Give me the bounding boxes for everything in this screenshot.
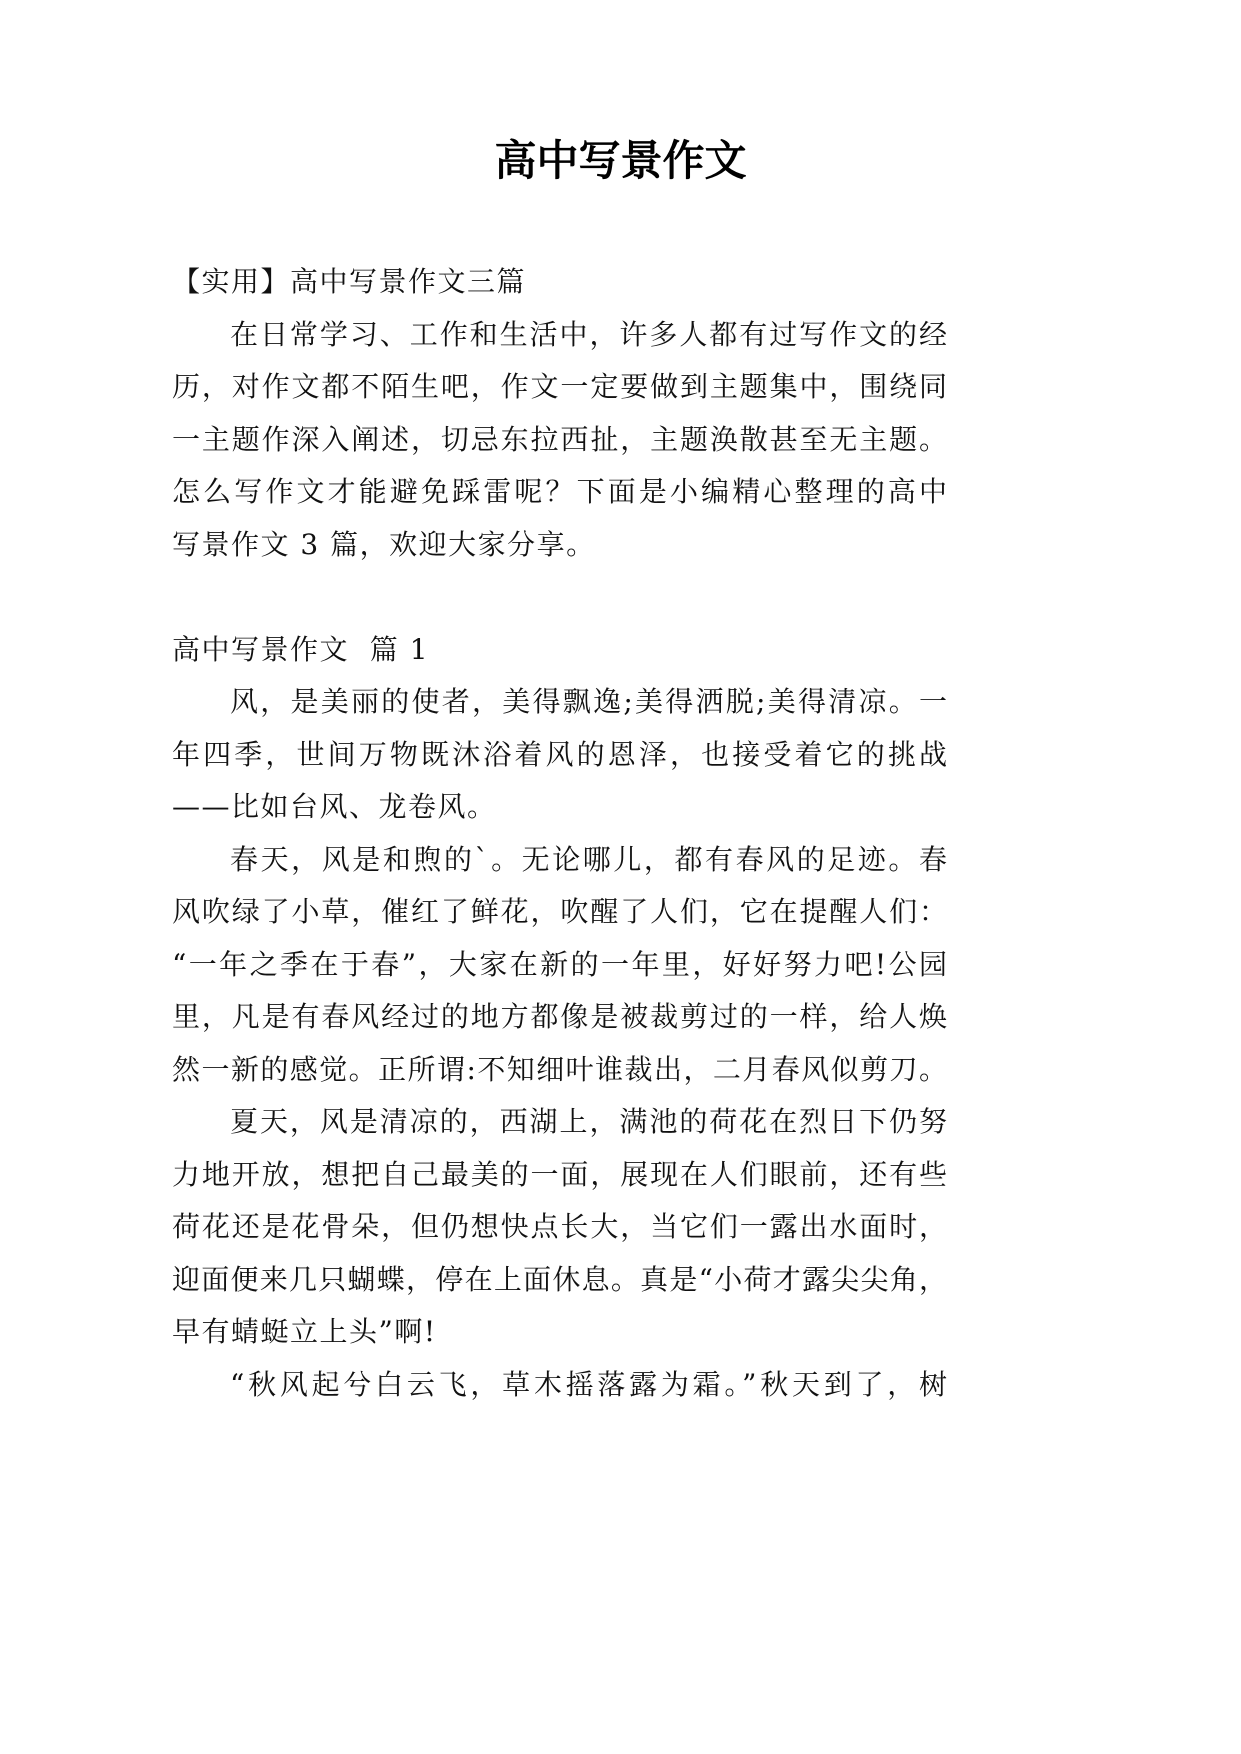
essay-paragraph-line: ——比如台风、龙卷风。	[172, 790, 497, 823]
essay-paragraph-line: 早有蜻蜓立上头”啊!	[172, 1315, 437, 1348]
essay-paragraph-line: 风，是美丽的使者，美得飘逸;美得洒脱;美得清凉。一	[230, 685, 947, 718]
blank-line	[172, 571, 947, 624]
essay-paragraph-line: 力地开放，想把自己最美的一面，展现在人们眼前，还有些	[172, 1157, 947, 1191]
essay-paragraph-line: 夏天，风是清凉的，西湖上，满池的荷花在烈日下仍努	[230, 1105, 947, 1138]
essay-paragraph	[172, 1096, 947, 1359]
intro-paragraph	[172, 309, 947, 572]
essay-paragraph	[172, 834, 947, 1097]
intro-paragraph-line: 一主题作深入阐述，切忌东拉西扯，主题涣散甚至无主题。	[172, 422, 947, 456]
essay-paragraph-line: 风吹绿了小草，催红了鲜花，吹醒了人们，它在提醒人们：	[172, 895, 947, 928]
intro-paragraph-line: 历，对作文都不陌生吧，作文一定要做到主题集中，围绕同	[172, 370, 947, 403]
essay-paragraph-line: 年四季，世间万物既沐浴着风的恩泽，也接受着它的挑战	[172, 737, 947, 771]
intro-paragraph-line: 写景作文 3 篇，欢迎大家分享。	[172, 527, 596, 561]
essay-paragraph-line: 然一新的感觉。正所谓:不知细叶谁裁出，二月春风似剪刀。	[172, 1052, 947, 1086]
essay-paragraph-line: “一年之季在于春”，大家在新的一年里，好好努力吧!公园	[172, 947, 947, 981]
essay-paragraph	[172, 676, 947, 834]
intro-paragraph-line: 怎么写作文才能避免踩雷呢？下面是小编精心整理的高中	[172, 475, 947, 508]
essay-paragraph-line: 里，凡是有春风经过的地方都像是被裁剪过的一样，给人焕	[172, 1000, 947, 1033]
intro-paragraph-line: 在日常学习、工作和生活中，许多人都有过写作文的经	[230, 317, 947, 351]
essay-paragraph-line: 迎面便来几只蝴蝶，停在上面休息。真是“小荷才露尖尖角，	[172, 1262, 947, 1296]
document-subtitle: 【实用】高中写景作文三篇	[172, 265, 527, 298]
essay-paragraph-line: 荷花还是花骨朵，但仍想快点长大，当它们一露出水面时，	[172, 1210, 947, 1243]
essay-paragraph	[172, 1359, 947, 1412]
document-body	[172, 256, 947, 1411]
essay-paragraph-line: 春天，风是和煦的`。无论哪儿，都有春风的足迹。春	[230, 842, 947, 876]
section-heading: 高中写景作文 篇 1	[172, 632, 430, 666]
document-title: 高中写景作文	[494, 139, 747, 185]
essay-paragraph-line: “秋风起兮白云飞，草木摇落露为霜。”秋天到了，树	[230, 1367, 947, 1401]
